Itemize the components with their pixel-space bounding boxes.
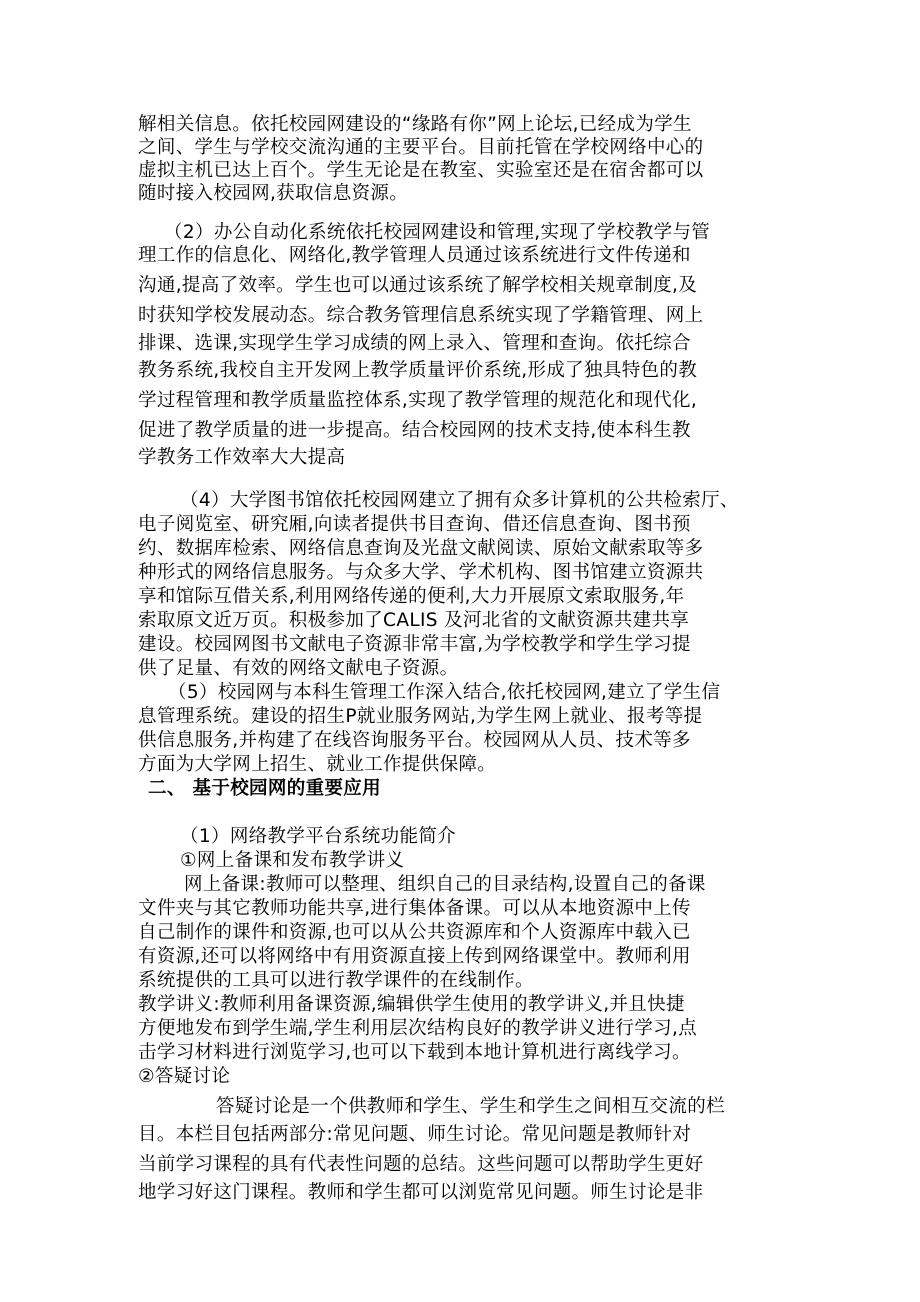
text-line: 约、数据库检索、网络信息查询及光盘文献阅读、原始文献索取等多 — [138, 538, 704, 559]
text-line: 电子阅览室、研究厢,向读者提供书目查询、借还信息查询、图书预 — [138, 514, 691, 535]
text-line: 学教务工作效率大大提高 — [138, 447, 346, 468]
text-line: 促进了教学质量的进一步提高。结合校园网的技术支持,使本科生教 — [138, 420, 691, 441]
text-line: 随时接入校园网,获取信息资源。 — [138, 183, 409, 204]
text-line: 虚拟主机已达上百个。学生无论是在教室、实验室还是在宿舍都可以 — [138, 160, 704, 181]
text-line: 种形式的网络信息服务。与众多大学、学术机构、图书馆建立资源共 — [138, 562, 704, 583]
text-line: 索取原文近万页。积极参加了CALIS 及河北省的文献资源共建共享 — [138, 610, 690, 631]
text-line: 享和馆际互借关系,利用网络传递的便利,大力开展原文索取服务,年 — [138, 586, 685, 607]
text-line: 之间、学生与学校交流沟通的主要平台。目前托管在学校网络中心的 — [138, 137, 704, 158]
text-line: 地学习好这门课程。教师和学生都可以浏览常见问题。师生讨论是非 — [138, 1182, 704, 1203]
text-line: 方面为大学网上招生、就业工作提供保障。 — [138, 754, 497, 775]
text-line: 沟通,提高了效率。学生也可以通过该系统了解学校相关规章制度,及 — [138, 275, 698, 296]
text-line: 供了足量、有效的网络文献电子资源。 — [138, 658, 459, 679]
text-line: 目。本栏目包括两部分:常见问题、师生讨论。常见问题是教师针对 — [138, 1124, 692, 1145]
text-line: 供信息服务,并构建了在线咨询服务平台。校园网从人员、技术等多 — [138, 730, 691, 751]
text-line: （4）大学图书馆依托校园网建立了拥有众多计算机的公共检索厅、 — [180, 490, 739, 511]
text-line: 息管理系统。建设的招生P就业服务网站,为学生网上就业、报考等提 — [138, 706, 703, 727]
text-line: 有资源,还可以将网络中有用资源直接上传到网络课堂中。教师利用 — [138, 946, 691, 967]
text-line: 排课、选课,实现学生学习成绩的网上录入、管理和查询。依托综合 — [138, 333, 691, 354]
text-line: 自己制作的课件和资源,也可以从公共资源库和个人资源库中载入已 — [138, 922, 691, 943]
text-line: 方便地发布到学生端,学生利用层次结构良好的教学讲义进行学习,点 — [138, 1018, 698, 1039]
text-line: 教务系统,我校自主开发网上教学质量评价系统,形成了独具特色的教 — [138, 360, 698, 381]
text-line: 答疑讨论是一个供教师和学生、学生和学生之间相互交流的栏 — [216, 1096, 725, 1117]
text-line: 系统提供的工具可以进行教学课件的在线制作。 — [138, 970, 534, 991]
text-line: 网上备课:教师可以整理、组织自己的目录结构,设置自己的备课 — [184, 874, 706, 895]
text-line: 文件夹与其它教师功能共享,进行集体备课。可以从本地资源中上传 — [138, 898, 691, 919]
item-heading: ①网上备课和发布教学讲义 — [180, 850, 405, 871]
section-heading: 二、 基于校园网的重要应用 — [148, 778, 381, 799]
text-line: 理工作的信息化、网络化,教学管理人员通过该系统进行文件传递和 — [138, 245, 691, 266]
text-line: 当前学习课程的具有代表性问题的总结。这些问题可以帮助学生更好 — [138, 1154, 704, 1175]
text-line: 解相关信息。依托校园网建设的“缘路有你”网上论坛,已经成为学生 — [138, 114, 692, 135]
text-line: 时获知学校发展动态。综合教务管理信息系统实现了学籍管理、网上 — [138, 305, 704, 326]
text-line: 击学习材料进行浏览学习,也可以下载到本地计算机进行离线学习。 — [138, 1042, 691, 1063]
item-heading: ②答疑讨论 — [138, 1066, 231, 1087]
text-line: （5）校园网与本科生管理工作深入结合,依托校园网,建立了学生信 — [168, 682, 721, 703]
text-line: 教学讲义:教师利用备课资源,编辑供学生使用的教学讲义,并且快捷 — [138, 994, 685, 1015]
text-line: 建设。校园网图书文献电子资源非常丰富,为学校教学和学生学习提 — [138, 634, 691, 655]
text-line: 学过程管理和教学质量监控体系,实现了教学管理的规范化和现代化, — [138, 390, 698, 411]
subsection-heading: （1）网络教学平台系统功能简介 — [180, 826, 457, 847]
text-line: （2）办公自动化系统依托校园网建设和管理,实现了学校教学与管 — [164, 222, 711, 243]
